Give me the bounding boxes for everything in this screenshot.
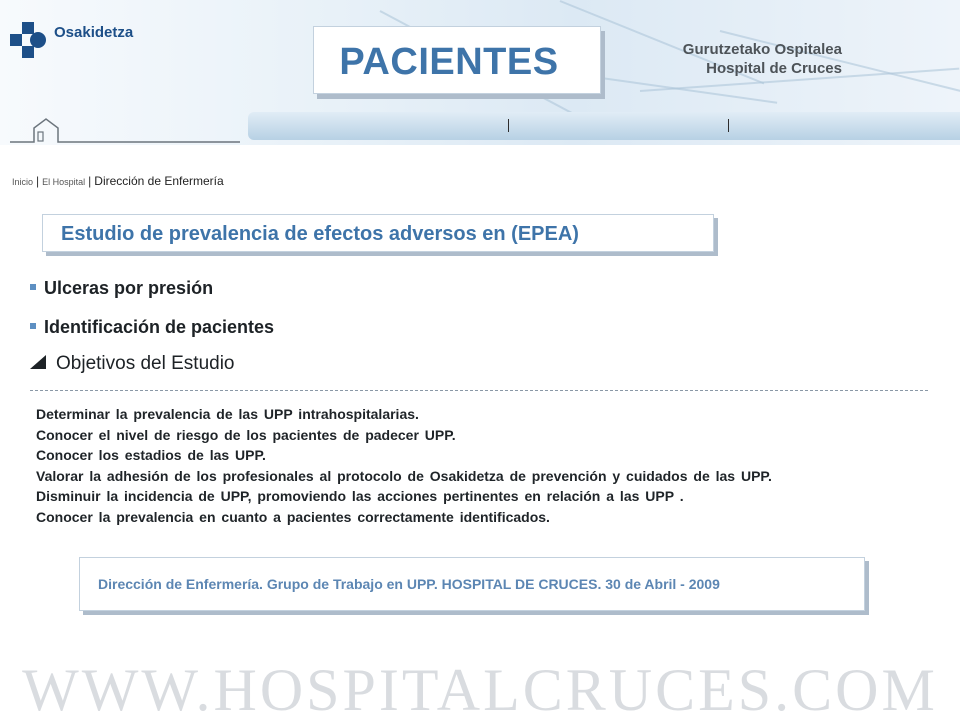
study-title-box [42, 214, 714, 252]
objective-item: Valorar la adhesión de los profesionales al protocolo de Osakidetza de prevención y cuidados de las UPP. [36, 467, 772, 484]
page-title-box [313, 26, 601, 94]
objective-item: Determinar la prevalencia de las UPP intrahospitalarias. [36, 406, 419, 422]
bullet-item [30, 278, 213, 299]
bullet-label: Identificación de pacientes [44, 317, 275, 337]
breadcrumb-home[interactable]: Inicio [12, 177, 34, 187]
bullet-item [30, 317, 274, 338]
top-nav-bar [248, 112, 960, 140]
breadcrumb-current: Dirección de Enfermería [94, 174, 224, 188]
breadcrumb-section[interactable]: El Hospital [42, 177, 86, 187]
square-bullet-icon [30, 284, 36, 290]
brand-name[interactable]: Osakidetza [54, 24, 134, 41]
nav-separator [508, 119, 509, 132]
hospital-name-basque: Gurutzetako Ospitalea [682, 41, 842, 58]
hospital-name-spanish: Hospital de Cruces [706, 60, 842, 77]
triangle-bullet-icon [30, 355, 46, 369]
bullet-label: Ulceras por presión [44, 278, 214, 298]
study-title: Estudio de prevalencia de efectos adversos en (EPEA) [61, 223, 579, 245]
hospital-name [683, 40, 842, 78]
breadcrumb: Inicio | El Hospital | Dirección de Enfermería [12, 174, 224, 188]
objectives-heading-label: Objetivos del Estudio [56, 353, 235, 374]
objectives-heading [30, 353, 235, 375]
objective-item: Disminuir la incidencia de UPP, promoviendo las acciones pertinentes en relación a las UPP . [36, 488, 684, 504]
page-title: PACIENTES [339, 41, 559, 83]
objective-item: Conocer la prevalencia en cuanto a pacientes correctamente identificados. [36, 508, 550, 525]
home-icon[interactable] [10, 118, 240, 148]
footer-credit: Dirección de Enfermería. Grupo de Trabajo en UPP. HOSPITAL DE CRUCES. 30 de Abril - 2009 [98, 576, 720, 592]
website-watermark: WWW.HOSPITALCRUCES.COM [22, 657, 938, 723]
nav-separator [728, 119, 729, 132]
osakidetza-logo-icon[interactable] [8, 20, 50, 60]
footer-credit-box [79, 557, 865, 611]
objectives-list [36, 404, 772, 527]
square-bullet-icon [30, 323, 36, 329]
objective-item: Conocer los estadios de las UPP. [36, 447, 266, 463]
objective-item: Conocer el nivel de riesgo de los pacientes de padecer UPP. [36, 426, 456, 443]
dashed-divider [30, 390, 928, 391]
